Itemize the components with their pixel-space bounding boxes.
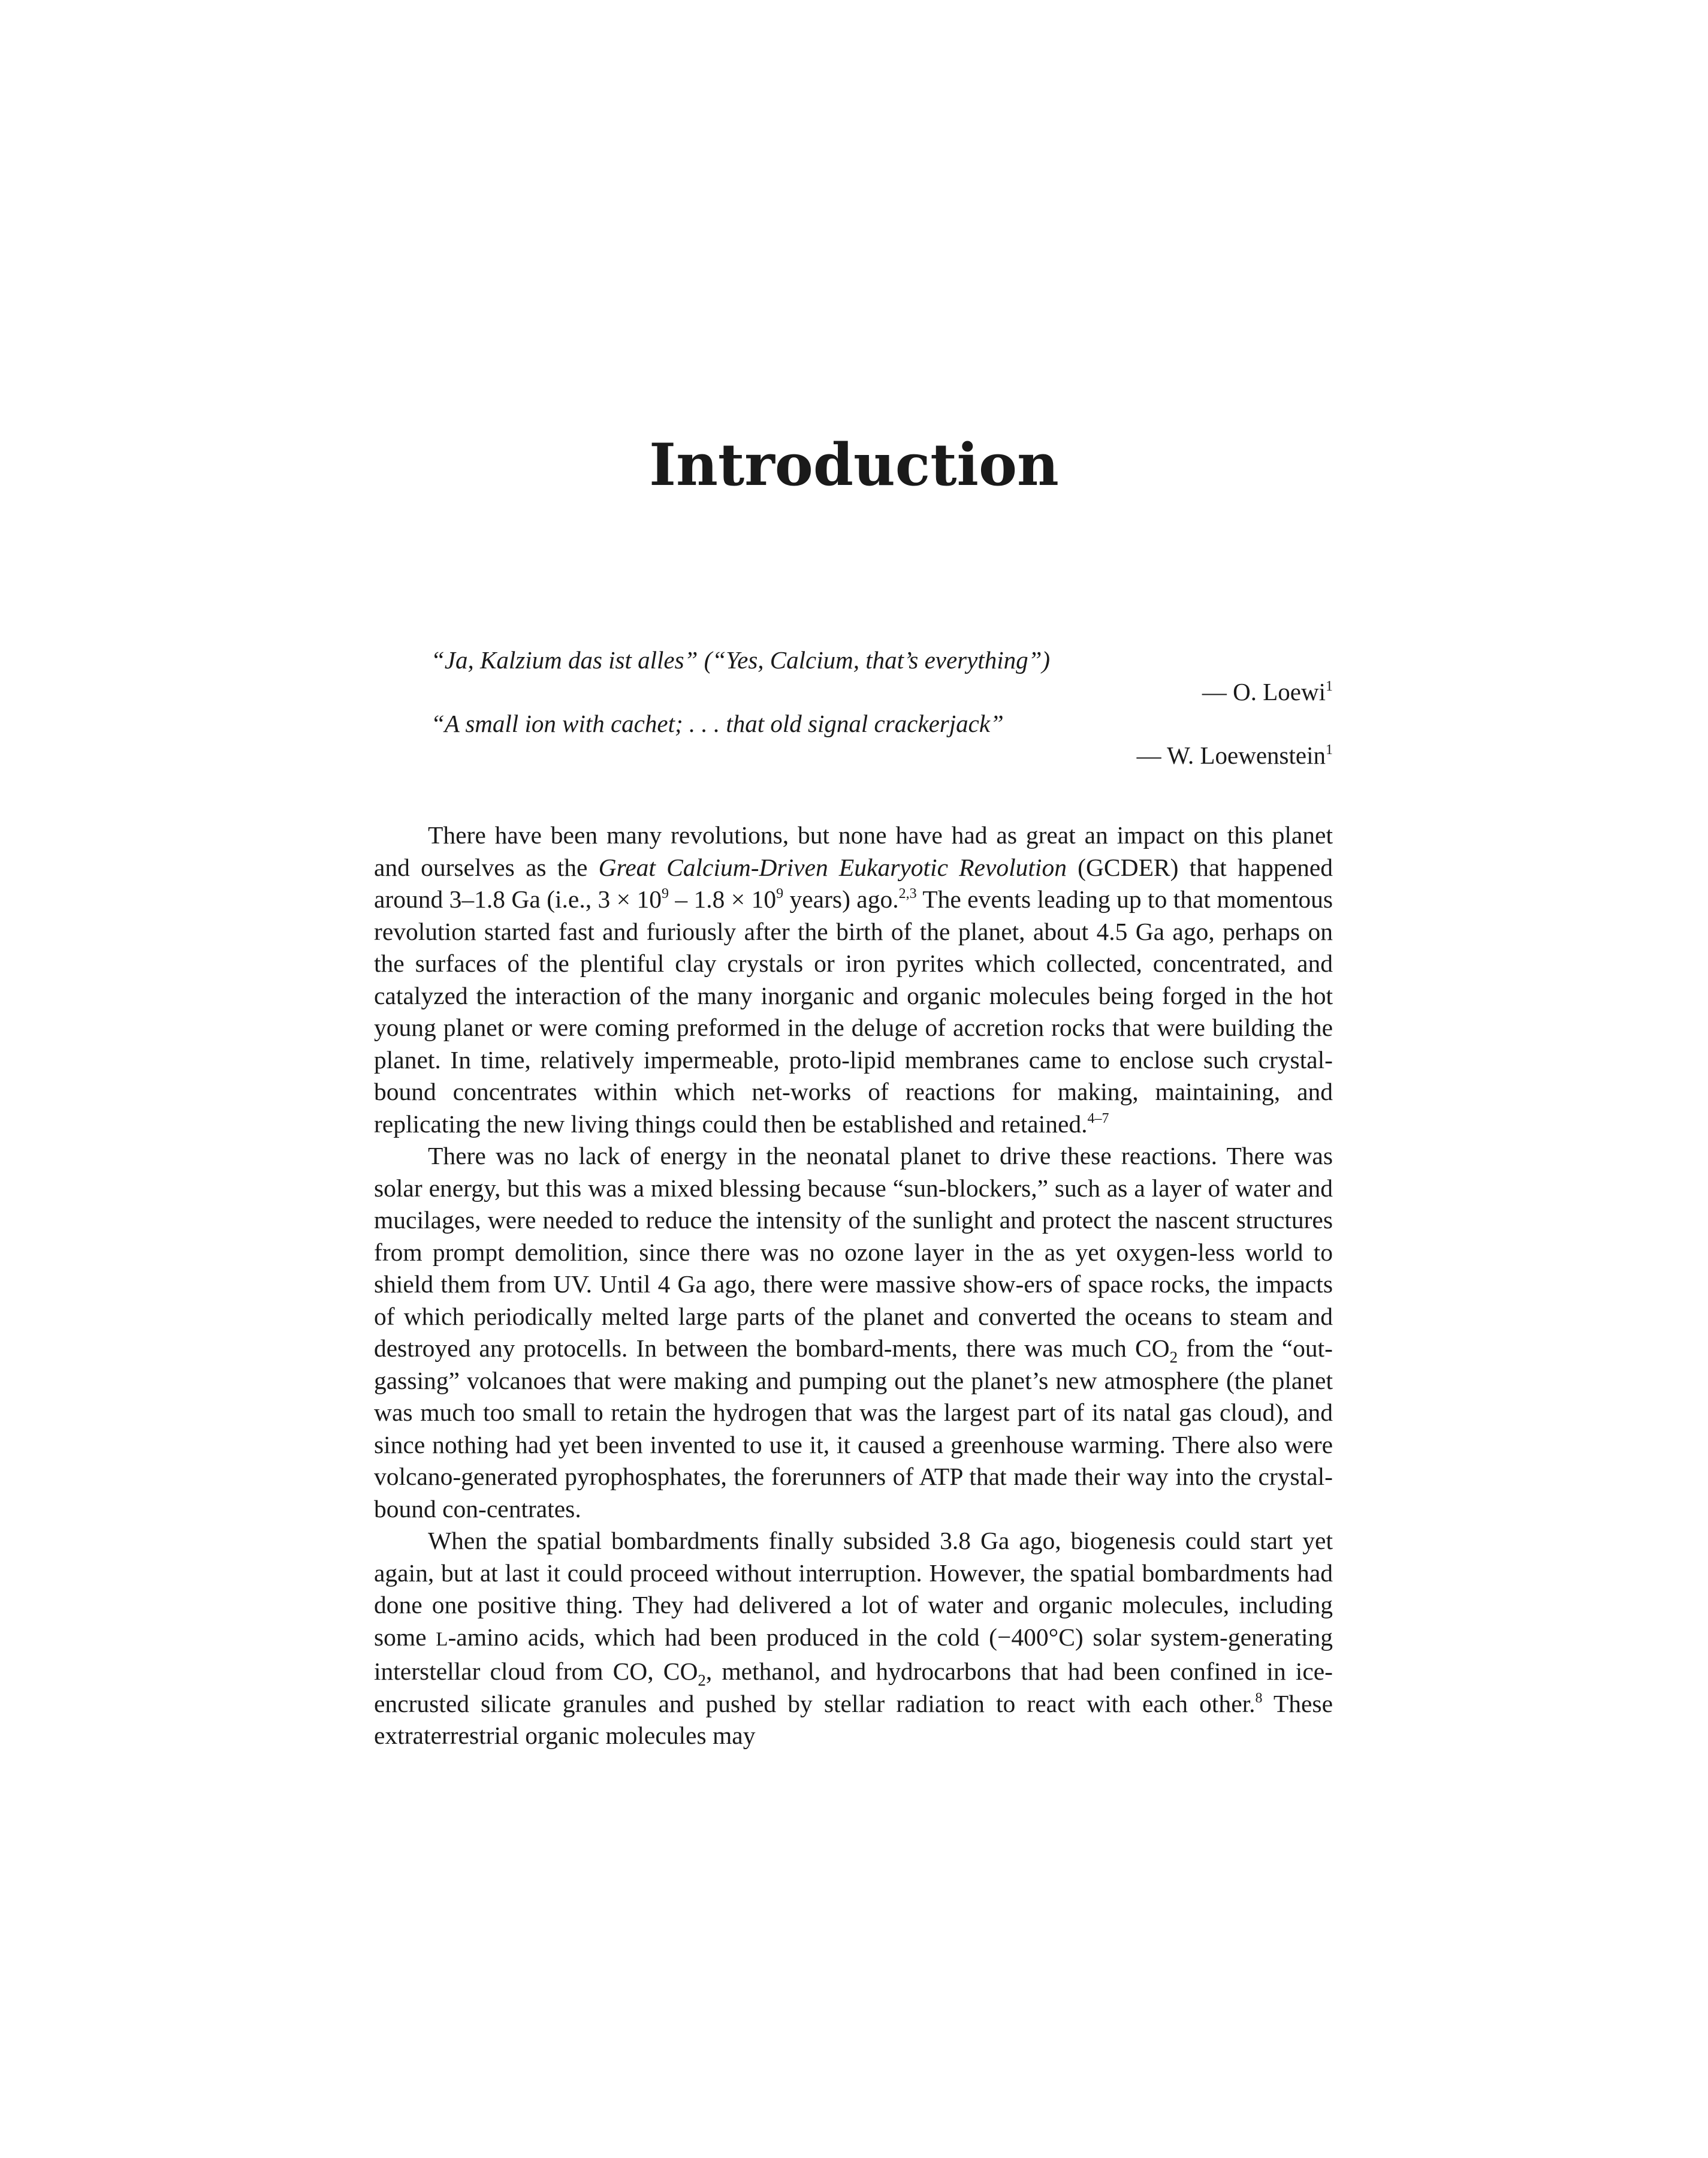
paragraph-2 (374, 1140, 1333, 1525)
footnote-ref: 4–7 (1087, 1110, 1109, 1126)
text-run: When the spatial bombardments finally subsided 3.8 Ga ago, biogenesis could start yet again, but at last it could proceed without interruption. However, the spatial bombardments had done one positive thing. They had delivered a lot of water and organic molecules, including some (374, 1527, 1333, 1651)
epigraph-quote-loewi: “Ja, Kalzium das ist alles” (“Yes, Calcium, that’s everything”) (431, 646, 1051, 674)
paragraph-1 (374, 819, 1333, 1140)
small-caps: L (436, 1628, 448, 1650)
subscript: 2 (698, 1671, 706, 1689)
epigraph-attribution-loewenstein (374, 740, 1333, 771)
text-run: years) ago. (783, 885, 899, 913)
text-run: – 1.8 × 10 (668, 885, 777, 913)
footnote-ref: 1 (1326, 742, 1333, 758)
text-run: These extraterrestrial organic molecules may (374, 1689, 1333, 1749)
text-run: The events leading up to that momentous revolution started fast and furiously after the birth of the planet, about 4.5 Ga ago, perhaps on the surfaces of the plentiful clay crystals or iron pyrites which collected, concentrated, and catalyzed the interaction of the many inorganic and organic molecules being forged in the hot young planet or were coming preformed in the deluge of accretion rocks that were building the planet. In time, relatively impermeable, proto-lipid membranes came to enclose such crystal-bound concentrates within which net-works of reactions for making, maintaining, and replicating the new living things could then be established and retained. (374, 885, 1333, 1138)
emphasis-gcder: Great Calcium-Driven Eukaryotic Revolution (598, 853, 1067, 881)
text-run: (GCDER) that happened around 3–1.8 Ga (i.e., 3 × 10 (374, 853, 1333, 913)
chapter-title: Introduction (649, 431, 1059, 499)
epigraph-attribution-loewi (374, 676, 1333, 708)
attribution-name: — O. Loewi (1202, 678, 1326, 706)
footnote-ref: 1 (1326, 679, 1333, 694)
footnote-ref: 2,3 (898, 886, 917, 902)
subscript: 2 (1169, 1348, 1178, 1366)
text-run: from the “out-gassing” volcanoes that were making and pumping out the planet’s new atmosphere (the planet was much too small to retain the hydrogen that was the largest part of its natal gas cloud), and since nothing had yet been invented to use it, it caused a greenhouse warming. There also were volcano-generated pyrophosphates, the forerunners of ATP that made their way into the crystal-bound con-centrates. (374, 1334, 1333, 1523)
attribution-name: — W. Loewenstein (1136, 742, 1326, 769)
paragraph-3 (374, 1525, 1333, 1752)
body-text (374, 819, 1333, 1752)
text-run: -amino acids, which had been produced in the cold (−400°C) solar system-generating interstellar cloud from CO, CO (374, 1623, 1333, 1685)
superscript: 9 (776, 886, 784, 902)
text-run: There was no lack of energy in the neonatal planet to drive these reactions. There was solar energy, but this was a mixed blessing because “sun-blockers,” such as a layer of water and mucilages, were needed to reduce the intensity of the sunlight and protect the nascent structures from prompt demolition, since there was no ozone layer in the as yet oxygen-less world to shield them from UV. Until 4 Ga ago, there were massive show-ers of space rocks, the impacts of which periodically melted large parts of the planet and converted the oceans to steam and destroyed any protocells. In between the bombard-ments, there was much CO (374, 1142, 1333, 1362)
epigraph-quote-loewenstein: “A small ion with cachet; . . . that old signal crackerjack” (431, 710, 1004, 737)
epigraphs (374, 644, 1333, 771)
footnote-ref: 8 (1255, 1690, 1263, 1706)
superscript: 9 (661, 886, 669, 902)
text-run: , methanol, and hydrocarbons that had been confined in ice-encrusted silicate granules and pushed by stellar radiation to react with each other. (374, 1657, 1333, 1717)
text-run: There have been many revolutions, but none have had as great an impact on this planet and ourselves as the (374, 821, 1333, 881)
